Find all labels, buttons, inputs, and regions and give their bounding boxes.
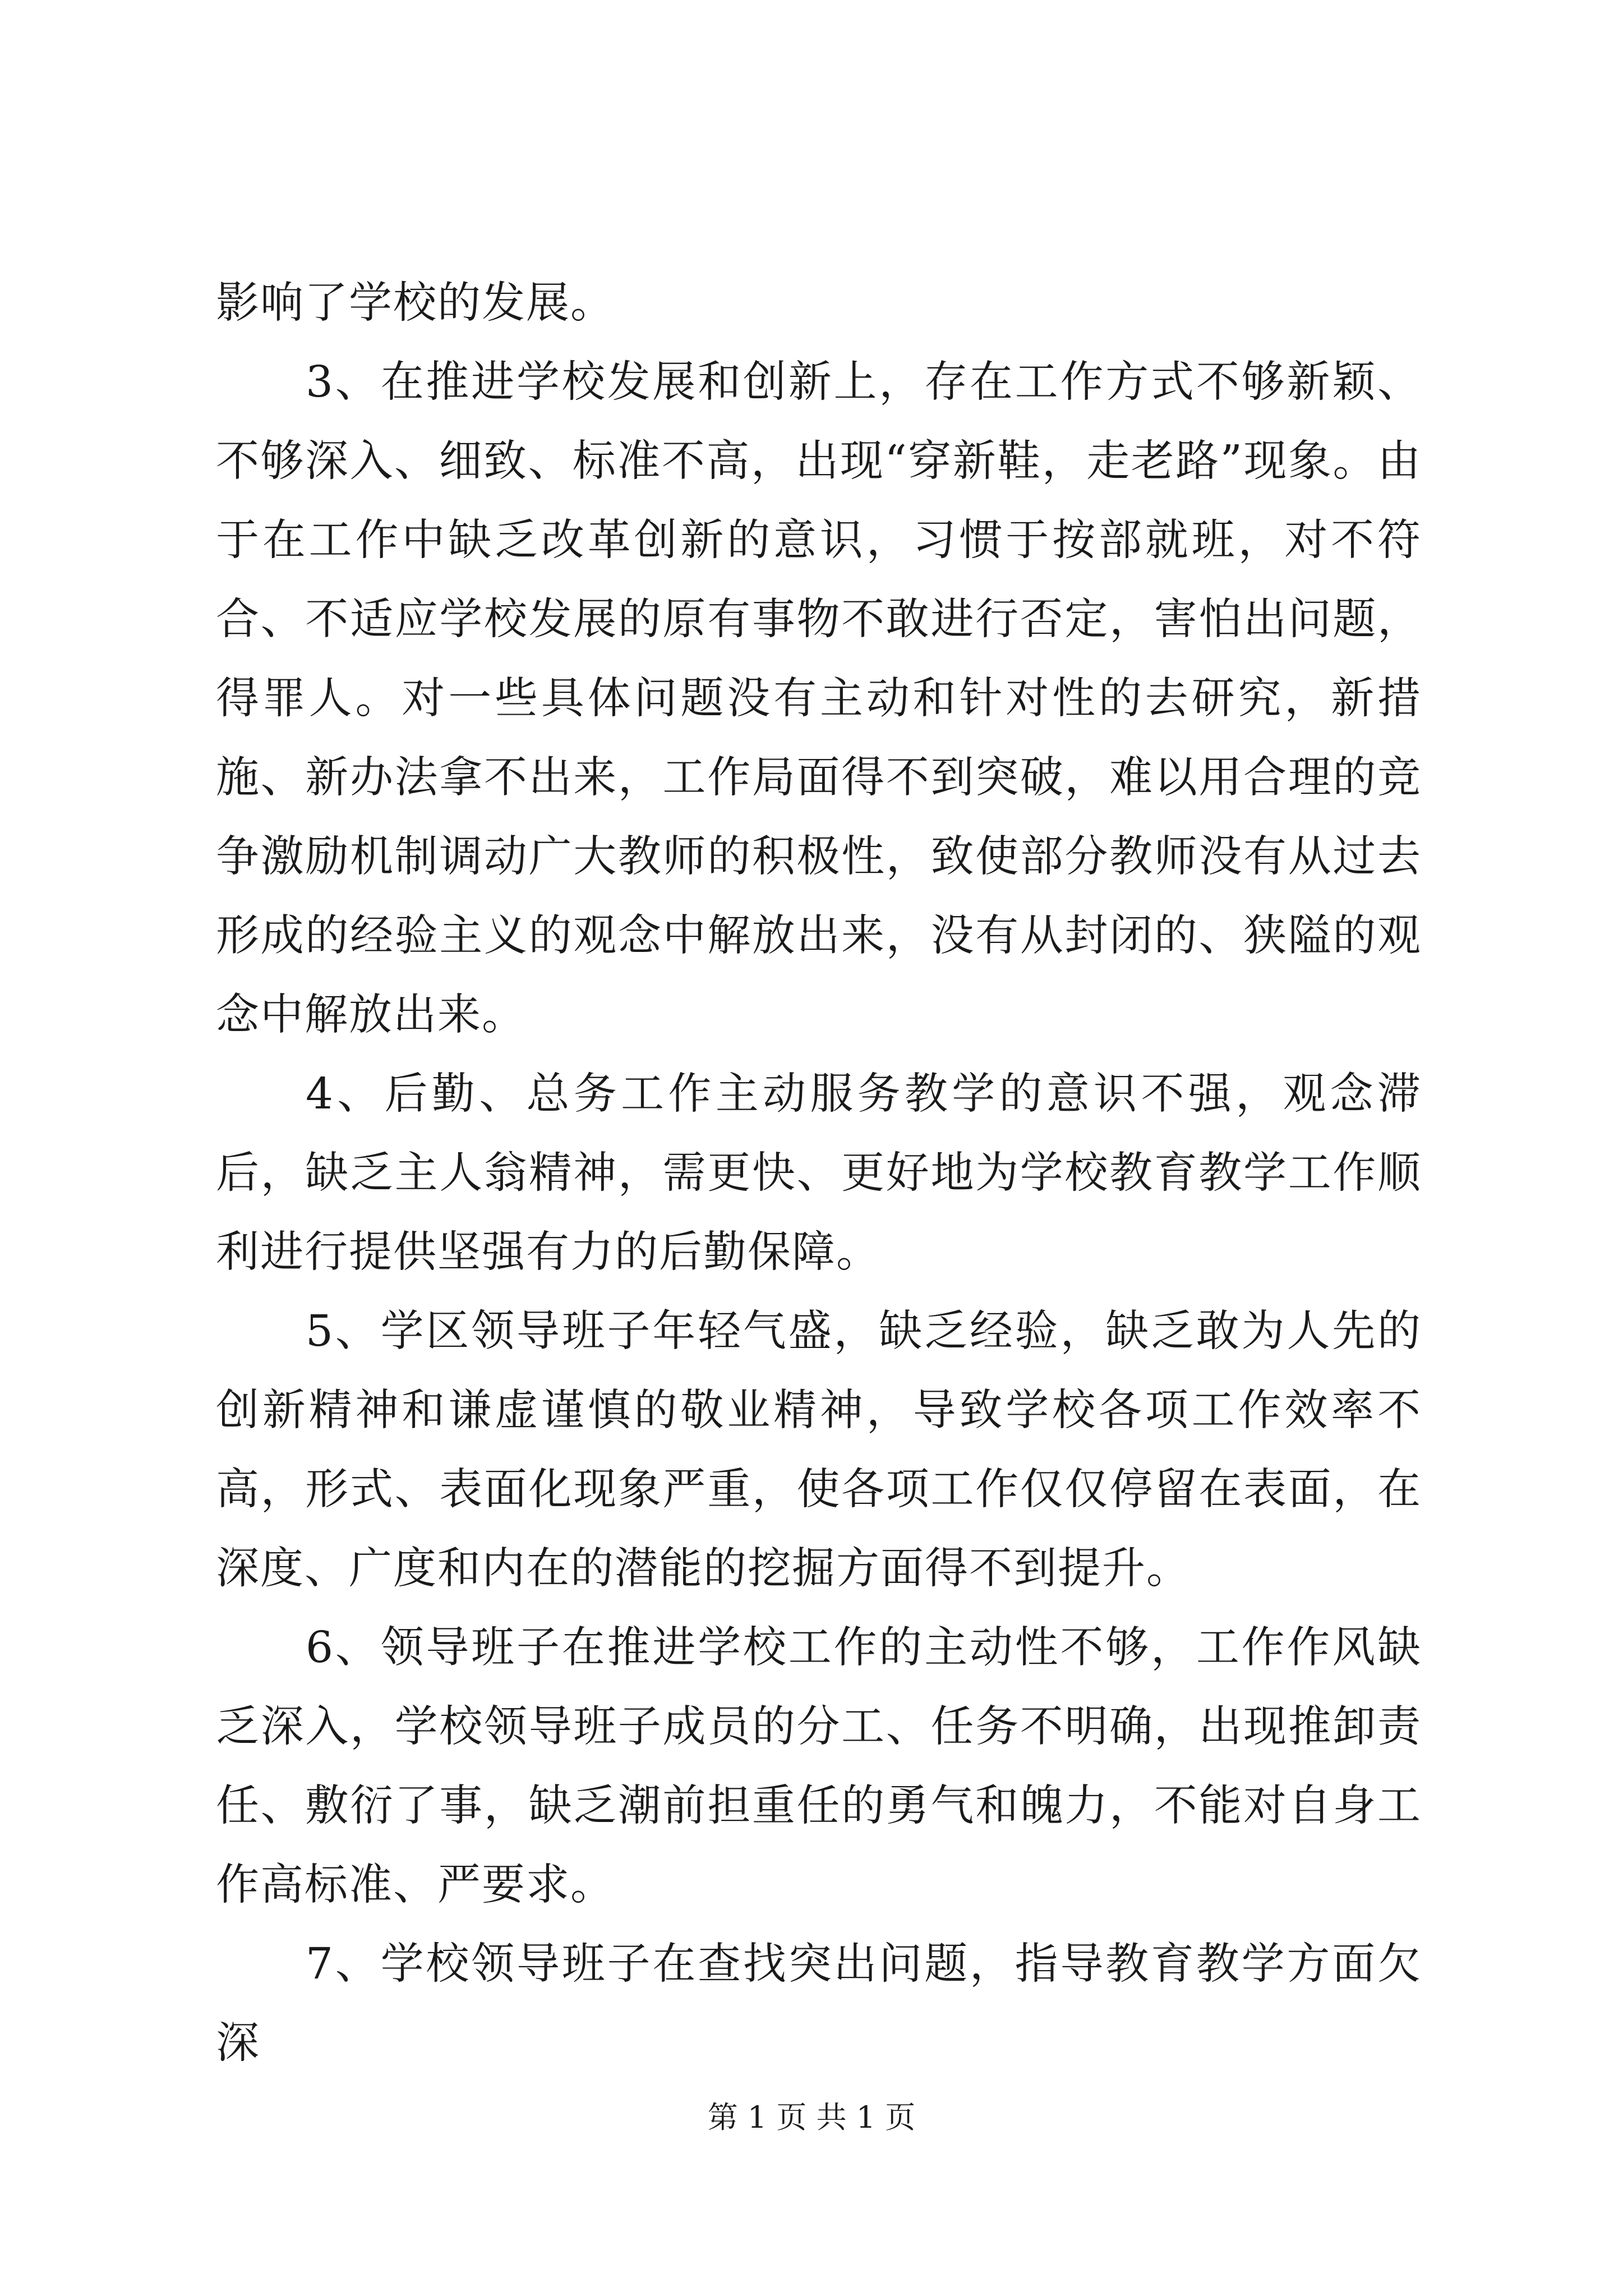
page-indicator: 第 1 页 共 1 页 [707, 2100, 916, 2135]
paragraph-item-7: 7、学校领导班子在查找突出问题，指导教育教学方面欠深 [216, 1939, 1422, 2068]
page-footer [0, 2093, 1623, 2137]
paragraph-item-5: 5、学区领导班子年轻气盛，缺乏经验，缺乏敢为人先的创新精神和谦虚谨慎的敬业精神，导致学校各项工作效率不高，形式、表面化现象严重，使各项工作仅仅停留在表面，在深度、广度和内在的潜能的挖掘方面得不到提升。 [216, 1306, 1422, 1594]
paragraph-continuation: 影响了学校的发展。 [216, 278, 615, 328]
document-body [216, 264, 1422, 2083]
paragraph-item-6: 6、领导班子在推进学校工作的主动性不够，工作作风缺乏深入，学校领导班子成员的分工、任务不明确，出现推卸责任、敷衍了事，缺乏潮前担重任的勇气和魄力，不能对自身工作高标准、严要求。 [216, 1623, 1422, 1910]
paragraph-item-4: 4、后勤、总务工作主动服务教学的意识不强，观念滞后，缺乏主人翁精神，需更快、更好地为学校教育教学工作顺利进行提供坚强有力的后勤保障。 [216, 1069, 1422, 1277]
paragraph-item-3: 3、在推进学校发展和创新上，存在工作方式不够新颖、不够深入、细致、标准不高，出现“穿新鞋，走老路”现象。由于在工作中缺乏改革创新的意识，习惯于按部就班，对不符合、不适应学校发展的原有事物不敢进行否定，害怕出问题，得罪人。对一些具体问题没有主动和针对性的去研究，新措施、新办法拿不出来，工作局面得不到突破，难以用合理的竞争激励机制调动广大教师的积极性，致使部分教师没有从过去形成的经验主义的观念中解放出来，没有从封闭的、狭隘的观念中解放出来。 [216, 357, 1422, 1040]
